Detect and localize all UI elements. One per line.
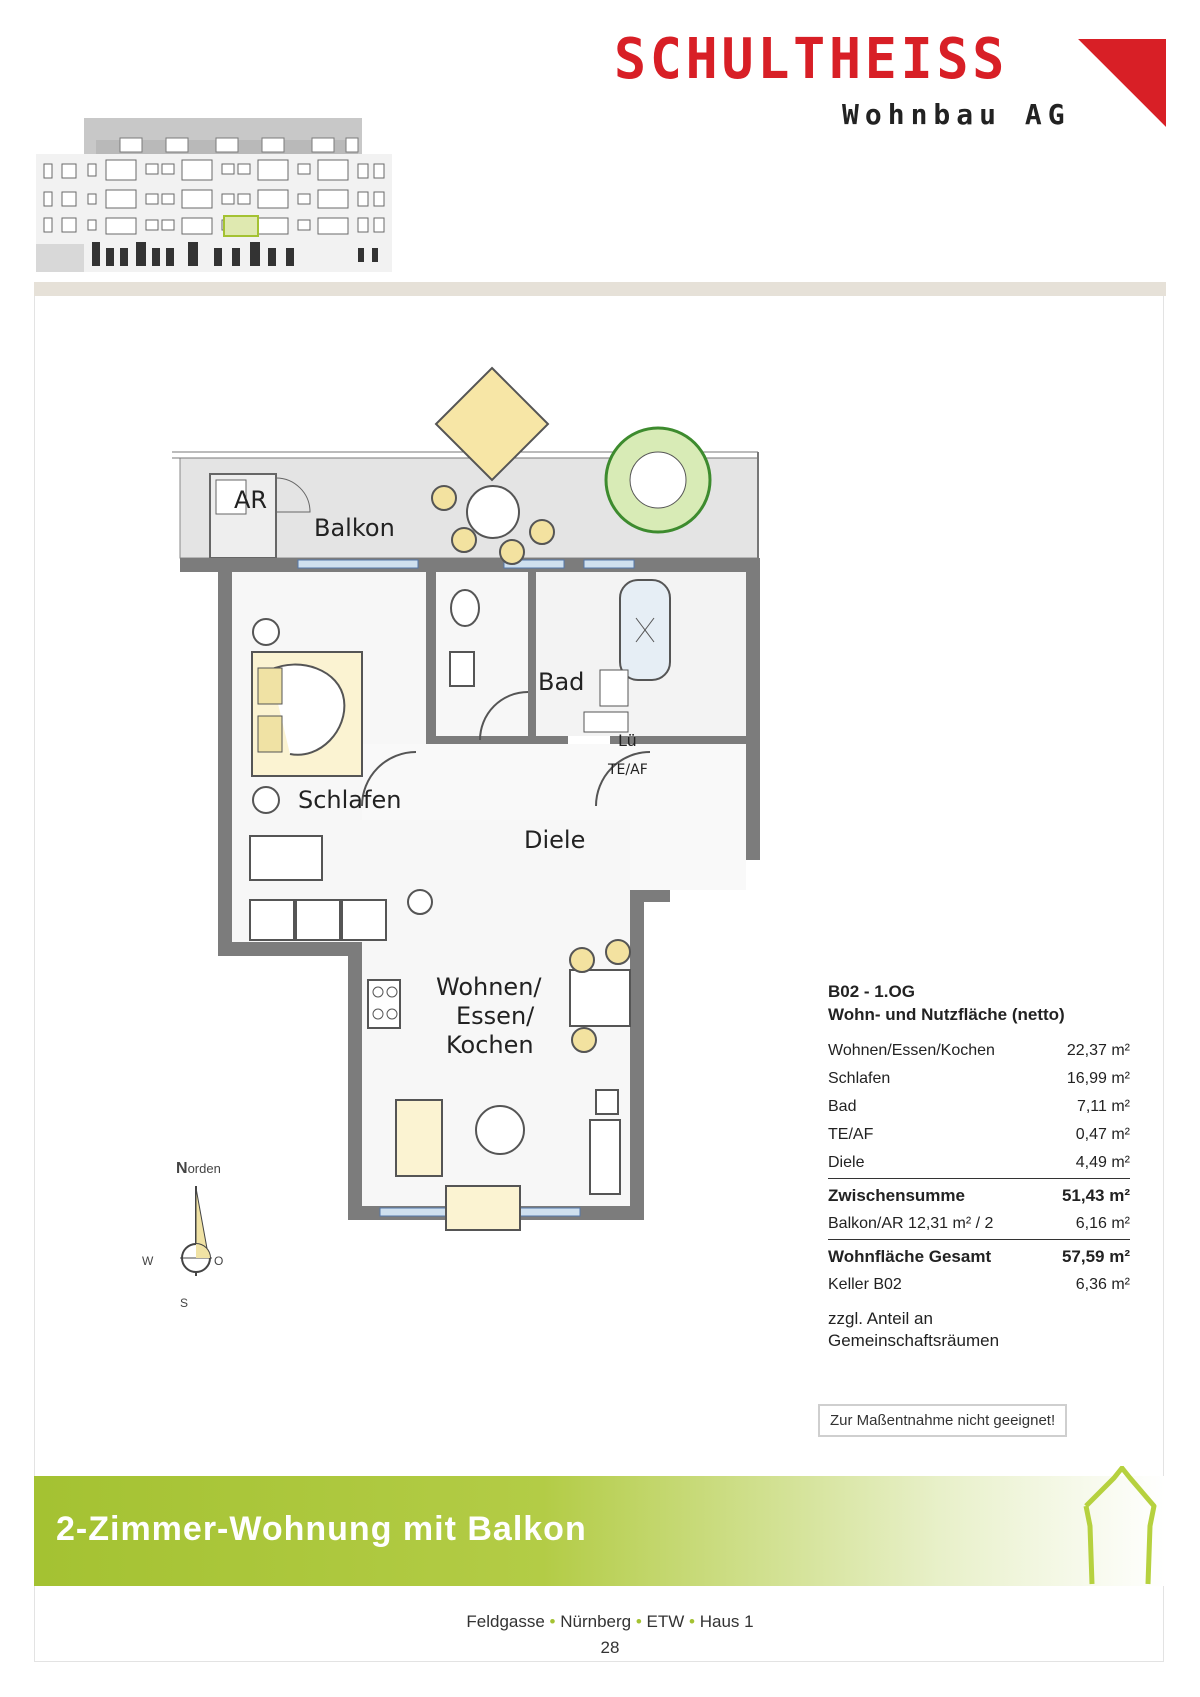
compass-needle-icon: [166, 1180, 230, 1290]
brand-flag-icon: [1076, 35, 1172, 131]
room-label-balkon: Balkon: [314, 514, 395, 542]
sofa: [446, 1186, 520, 1230]
area-heading: Wohn- und Nutzfläche (netto): [828, 1005, 1065, 1024]
title-banner: [34, 1476, 1166, 1586]
brand-logo: [614, 27, 1174, 131]
area-table: [828, 1038, 1130, 1300]
unit-title: B02 - 1.OG: [828, 982, 915, 1001]
area-label: Diele: [828, 1154, 865, 1171]
armchair: [396, 1100, 442, 1176]
area-label: TE/AF: [828, 1126, 874, 1143]
table-row: [828, 1094, 1130, 1122]
table-row: [828, 1122, 1130, 1150]
area-value: 7,11 m²: [1076, 1098, 1130, 1115]
room-label-lue: Lü: [618, 731, 637, 750]
note-line: Gemeinschaftsräumen: [828, 1331, 1000, 1350]
table-row: [828, 1038, 1130, 1066]
room-label-schlafen: Schlafen: [298, 786, 402, 814]
header-divider: [34, 282, 1166, 296]
subtotal-row: [828, 1179, 1130, 1212]
room-label-ar: AR: [234, 486, 268, 514]
tower-icon: [1064, 1466, 1174, 1596]
footer-type: ETW: [646, 1612, 685, 1631]
cellar-value: 6,36 m²: [1075, 1276, 1130, 1293]
toilet: [451, 590, 479, 626]
note-line: zzgl. Anteil an: [828, 1309, 933, 1328]
table-row: [828, 1150, 1130, 1179]
compass-north-label: Norden: [176, 1160, 221, 1177]
subtotal-value: 51,43 m²: [1043, 1179, 1130, 1212]
washbasin: [450, 652, 474, 686]
banner-title: 2-Zimmer-Wohnung mit Balkon: [56, 1510, 587, 1548]
common-rooms-note: [828, 1308, 1130, 1352]
measurement-warning: Zur Maßentnahme nicht geeignet!: [818, 1404, 1067, 1437]
room-label-bad: Bad: [538, 668, 585, 696]
balcony-label: Balkon/AR 12,31 m² / 2: [828, 1215, 994, 1232]
balcony-value: 6,16 m²: [1075, 1215, 1130, 1232]
bullet-icon: •: [689, 1612, 695, 1631]
footer-city: Nürnberg: [560, 1612, 632, 1631]
cellar-label: Keller B02: [828, 1276, 902, 1293]
balcony-row: [828, 1211, 1130, 1240]
room-label-essen: Essen/: [456, 1002, 535, 1030]
subtotal-label: Zwischensumme: [828, 1179, 1043, 1212]
room-label-kochen: Kochen: [446, 1031, 534, 1059]
footer-address: [0, 1612, 1200, 1632]
area-value: 0,47 m²: [1075, 1126, 1130, 1143]
total-value: 57,59 m²: [1043, 1240, 1130, 1273]
brand-subtitle: Wohnbau AG: [842, 98, 1071, 131]
dining-table: [570, 970, 630, 1026]
footer-street: Feldgasse: [466, 1612, 545, 1631]
area-value: 16,99 m²: [1066, 1070, 1130, 1087]
area-label: Schlafen: [828, 1070, 891, 1087]
area-summary: [828, 980, 1130, 1352]
building-facade-sketch: [36, 114, 392, 274]
cellar-row: [828, 1272, 1130, 1300]
room-label-wohnen: Wohnen/: [436, 973, 542, 1001]
compass-south-label: S: [180, 1296, 189, 1310]
compass-west-label: W: [142, 1254, 154, 1268]
brand-name: SCHULTHEISS: [614, 27, 1009, 92]
footer-house: Haus 1: [699, 1612, 754, 1631]
bullet-icon: •: [635, 1612, 642, 1631]
page-number: 28: [600, 1638, 620, 1657]
bullet-icon: •: [549, 1612, 556, 1631]
area-value: 22,37 m²: [1066, 1042, 1130, 1059]
balcony-table: [467, 486, 519, 538]
total-label: Wohnfläche Gesamt: [828, 1240, 1043, 1273]
room-label-te-af: TE/AF: [608, 762, 648, 778]
table-row: [828, 1066, 1130, 1094]
facade-unit-highlight: [224, 216, 258, 236]
area-label: Wohnen/Essen/Kochen: [828, 1042, 995, 1059]
area-label: Bad: [828, 1098, 857, 1115]
floor-plan: [130, 340, 770, 1280]
area-value: 4,49 m²: [1075, 1154, 1130, 1171]
compass-east-label: O: [214, 1254, 224, 1268]
stove: [368, 980, 400, 1028]
room-label-diele: Diele: [524, 826, 586, 854]
total-row: [828, 1240, 1130, 1273]
